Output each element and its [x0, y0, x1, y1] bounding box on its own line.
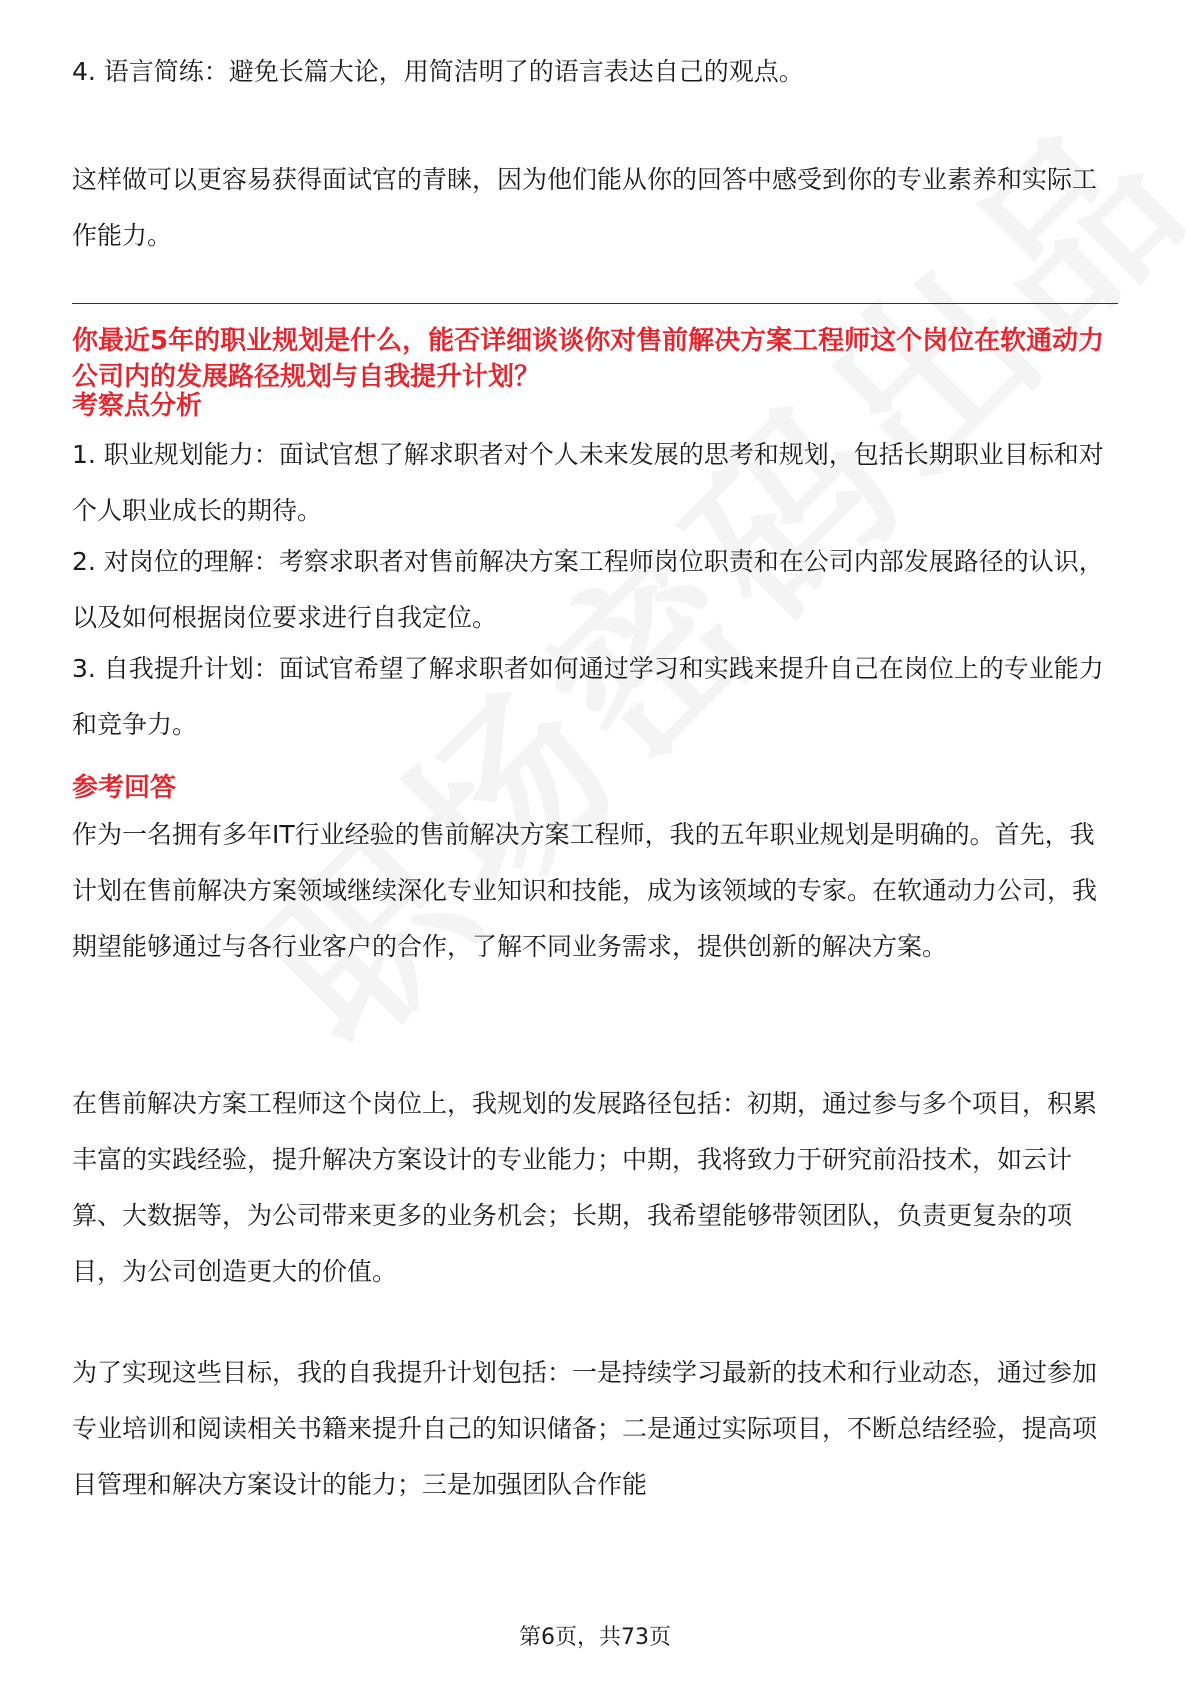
answer-paragraph-3: 为了实现这些目标，我的自我提升计划包括：一是持续学习最新的技术和行业动态，通过参加专业培训和阅读相关书籍来提升自己的知识储备；二是通过实际项目，不断总结经验，提高项目管理和解决方案设计的能力；三是加强团队合作能 — [72, 1358, 1098, 1499]
analysis-item-2: 2. 对岗位的理解：考察求职者对售前解决方案工程师岗位职责和在公司内部发展路径的认识，以及如何根据岗位要求进行自我定位。 — [72, 547, 1104, 632]
page-number: 第6页，共73页 — [519, 1625, 671, 1650]
analysis-heading: 考察点分析 — [72, 391, 203, 421]
list-item-4: 4. 语言简练：避免长篇大论，用简洁明了的语言表达自己的观点。 — [72, 57, 804, 86]
question-title: 你最近5年的职业规划是什么，能否详细谈谈你对售前解决方案工程师这个岗位在软通动力公司内的发展路径规划与自我提升计划？ — [72, 326, 1105, 392]
answer-paragraph-2: 在售前解决方案工程师这个岗位上，我规划的发展路径包括：初期，通过参与多个项目，积累丰富的实践经验，提升解决方案设计的专业能力；中期，我将致力于研究前沿技术，如云计算、大数据等，为公司带来更多的业务机会；长期，我希望能够带领团队，负责更复杂的项目，为公司创造更大的价值。 — [72, 1089, 1098, 1286]
analysis-item-1: 1. 职业规划能力：面试官想了解求职者对个人未来发展的思考和规划，包括长期职业目标和对个人职业成长的期待。 — [72, 440, 1104, 525]
answer-heading: 参考回答 — [72, 773, 177, 803]
answer-paragraph-1: 作为一名拥有多年IT行业经验的售前解决方案工程师，我的五年职业规划是明确的。首先，我计划在售前解决方案领域继续深化专业知识和技能，成为该领域的专家。在软通动力公司，我期望能够通过与各行业客户的合作，了解不同业务需求，提供创新的解决方案。 — [72, 820, 1098, 961]
section-divider — [72, 303, 1118, 304]
closing-paragraph: 这样做可以更容易获得面试官的青睐，因为他们能从你的回答中感受到你的专业素养和实际工作能力。 — [72, 165, 1098, 250]
analysis-item-3: 3. 自我提升计划：面试官希望了解求职者如何通过学习和实践来提升自己在岗位上的专业能力和竞争力。 — [72, 654, 1104, 739]
